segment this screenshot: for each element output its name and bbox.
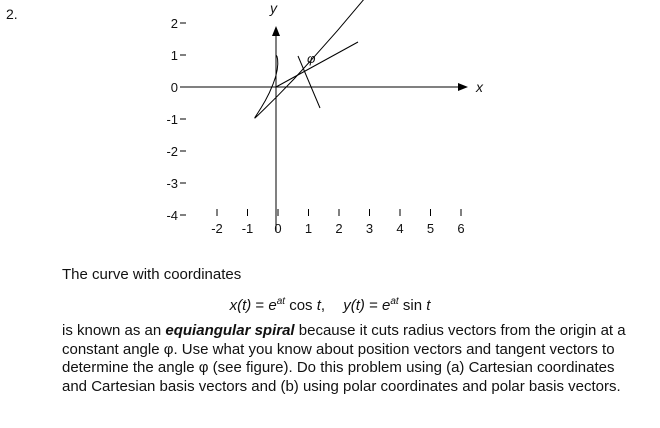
exponent-1: at (276, 296, 286, 307)
trig-cos: cos (289, 297, 313, 314)
exp-base-1: e (268, 297, 277, 314)
y-tick-label: -3 (166, 176, 178, 191)
exponent-2: at (390, 296, 399, 307)
angle-label: φ (307, 51, 316, 66)
x-tick-label: -2 (211, 221, 223, 236)
body-text-after: because it cuts radius vectors from the origin at a constant angle φ. Use what you know about position vectors and tangent vectors to determine the angle φ (see figure). Do this problem using (a) Cartesian coordinates and Cartesian basis vectors and (b) using polar coordinates and polar basis vectors. (62, 322, 626, 395)
y-tick-label: 0 (170, 80, 178, 95)
axes (182, 0, 484, 232)
x-tick-label: -1 (241, 221, 254, 236)
y-tick-label: -2 (166, 144, 178, 159)
x-tick-label: 2 (335, 221, 343, 236)
var-2: t (426, 297, 431, 314)
axis-ticks (166, 16, 464, 236)
body-text-before: is known as an (62, 322, 166, 339)
x-lhs: x(t) (229, 297, 252, 314)
x-tick-label: 0 (274, 221, 282, 236)
y-tick-label: 2 (170, 16, 178, 31)
problem-number: 2. (6, 6, 18, 22)
y-lhs: y(t) (343, 297, 365, 314)
separator: , (320, 297, 326, 314)
x-axis-arrowhead (458, 83, 468, 91)
radius-vector (276, 42, 358, 87)
problem-body (62, 322, 642, 396)
y-axis-label: y (270, 0, 277, 16)
x-tick-label: 1 (304, 221, 313, 236)
y-tick-label: -4 (166, 208, 178, 223)
equals-2: = (369, 297, 378, 314)
equals-1: = (255, 297, 265, 314)
x-axis-label: x (476, 79, 483, 95)
trig-sin: sin (402, 297, 423, 314)
y-tick-label: -1 (166, 112, 178, 127)
x-tick-label: 4 (396, 221, 404, 236)
y-axis-arrowhead (272, 26, 280, 36)
equation (0, 296, 660, 314)
x-tick-label: 6 (457, 221, 465, 236)
y-tick-label: 1 (170, 48, 178, 63)
spiral-term: equiangular spiral (165, 322, 295, 339)
var-1: t (316, 297, 321, 314)
problem-intro: The curve with coordinates (62, 266, 242, 283)
x-tick-label: 5 (426, 221, 435, 236)
spiral-curve (255, 0, 424, 118)
x-tick-label: 3 (365, 221, 374, 236)
exp-base-2: e (382, 297, 391, 314)
